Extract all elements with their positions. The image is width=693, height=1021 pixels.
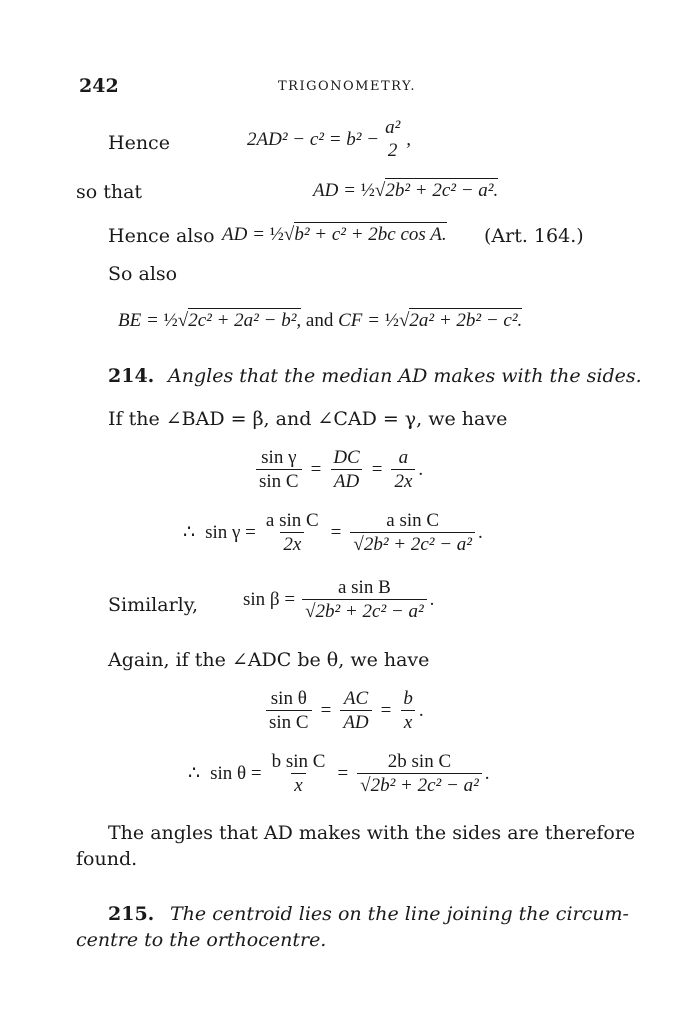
running-title: TRIGONOMETRY.: [278, 79, 417, 94]
denominator: sin C: [266, 710, 312, 732]
and-word: and: [305, 310, 334, 331]
numerator: a²: [385, 117, 401, 138]
equation-lhs: AD =: [222, 224, 265, 245]
numerator: sin θ: [270, 688, 307, 709]
numerator: 2b sin C: [387, 751, 452, 772]
numerator: b sin C: [271, 751, 326, 772]
denominator: AD: [340, 710, 371, 732]
numerator: sin γ: [261, 447, 297, 468]
equals-sign: =: [320, 700, 332, 721]
equation-sin-theta-ratio: [263, 689, 424, 732]
be-lhs: BE =: [118, 310, 159, 331]
fraction: [400, 689, 416, 732]
equation-sin-theta: [188, 752, 490, 795]
numerator: a sin C: [265, 510, 319, 531]
denominator: x: [291, 773, 305, 795]
cf-radicand: 2a² + 2b² − c².: [409, 310, 523, 331]
equation-ad-median: [313, 181, 498, 200]
numerator: a sin B: [337, 577, 391, 598]
radical-sign: √: [283, 224, 295, 245]
equation-end: .: [484, 763, 490, 784]
denominator: AD: [331, 469, 362, 491]
equals-sign: =: [380, 700, 392, 721]
radical-sign: √: [398, 310, 410, 331]
section-215-line1: The centroid lies on the line joining the circum-: [170, 903, 629, 925]
equation-end: ,: [406, 128, 412, 150]
numerator: a sin C: [386, 510, 440, 531]
hence-label: Hence: [108, 132, 170, 154]
fraction: [340, 689, 371, 732]
page-number: 242: [79, 75, 119, 97]
half-coefficient: ½: [360, 180, 375, 201]
fraction: [350, 511, 475, 554]
therefore-symbol: ∴: [188, 763, 201, 784]
so-that-label: so that: [76, 181, 143, 203]
half-coefficient: ½: [163, 310, 178, 331]
radical-sign: √: [374, 180, 386, 201]
fraction: [256, 448, 302, 491]
denominator: √2b² + 2c² − a²: [302, 599, 427, 621]
be-radicand: 2c² + 2a² − b²,: [188, 310, 302, 331]
denominator: x: [401, 710, 415, 732]
section-214-title: Angles that the median AD makes with the sides.: [168, 365, 642, 387]
equation-lhs: sin γ =: [205, 522, 256, 543]
numerator: DC: [333, 447, 360, 468]
cf-lhs: CF =: [338, 310, 380, 331]
paragraph-if-the: If the ∠BAD = β, and ∠CAD = γ, we have: [108, 408, 508, 430]
paragraph-again: Again, if the ∠ADC be θ, we have: [108, 649, 430, 671]
equation-hence-also: [222, 225, 447, 244]
section-215-line2: centre to the orthocentre.: [76, 929, 327, 951]
numerator: b: [403, 688, 413, 709]
denominator: 2x: [391, 469, 415, 491]
section-214-number: 214.: [108, 365, 155, 387]
numerator: AC: [343, 688, 369, 709]
fraction: [302, 578, 427, 621]
equation-end: .: [418, 700, 424, 721]
hence-also-label: Hence also: [108, 225, 215, 247]
equation-sin-gamma: [183, 511, 483, 554]
fraction: [382, 118, 403, 160]
equation-lhs: 2AD² − c² = b² −: [247, 128, 380, 150]
section-215-number: 215.: [108, 903, 155, 925]
denominator: 2: [387, 140, 398, 161]
denominator: sin C: [256, 469, 302, 491]
equals-sign: =: [310, 459, 322, 480]
equation-end: .: [429, 589, 435, 610]
equation-lhs: sin β =: [243, 589, 296, 610]
numerator: a: [398, 447, 409, 468]
equation-sin-beta: [243, 578, 434, 621]
paragraph-angles-line1: The angles that AD makes with the sides are therefore: [108, 822, 636, 844]
article-reference: (Art. 164.): [484, 225, 584, 247]
equals-sign: =: [337, 763, 349, 784]
radicand: b² + c² + 2bc cos A.: [294, 224, 447, 245]
so-also-label: So also: [108, 263, 178, 285]
equation-hence: [247, 118, 411, 160]
denominator: √2b² + 2c² − a²: [350, 532, 475, 554]
denominator: √2b² + 2c² − a²: [357, 773, 482, 795]
therefore-symbol: ∴: [183, 522, 196, 543]
equals-sign: =: [371, 459, 383, 480]
equation-sin-gamma-ratio: [253, 448, 423, 491]
equation-end: .: [477, 522, 483, 543]
radical-sign: √: [177, 310, 189, 331]
half-coefficient: ½: [269, 224, 284, 245]
equation-lhs: AD =: [313, 180, 356, 201]
fraction: [266, 689, 312, 732]
fraction: [330, 448, 362, 491]
similarly-label: Similarly,: [108, 594, 198, 616]
half-coefficient: ½: [384, 310, 399, 331]
equals-sign: =: [330, 522, 342, 543]
fraction: [269, 752, 329, 795]
fraction: [391, 448, 415, 491]
paragraph-angles-line2: found.: [76, 848, 138, 870]
fraction: [357, 752, 482, 795]
denominator: 2x: [280, 532, 304, 554]
equation-lhs: sin θ =: [210, 763, 262, 784]
radicand: 2b² + 2c² − a².: [385, 180, 499, 201]
fraction: [263, 511, 322, 554]
equation-be-cf: [118, 311, 522, 330]
equation-end: .: [418, 459, 424, 480]
